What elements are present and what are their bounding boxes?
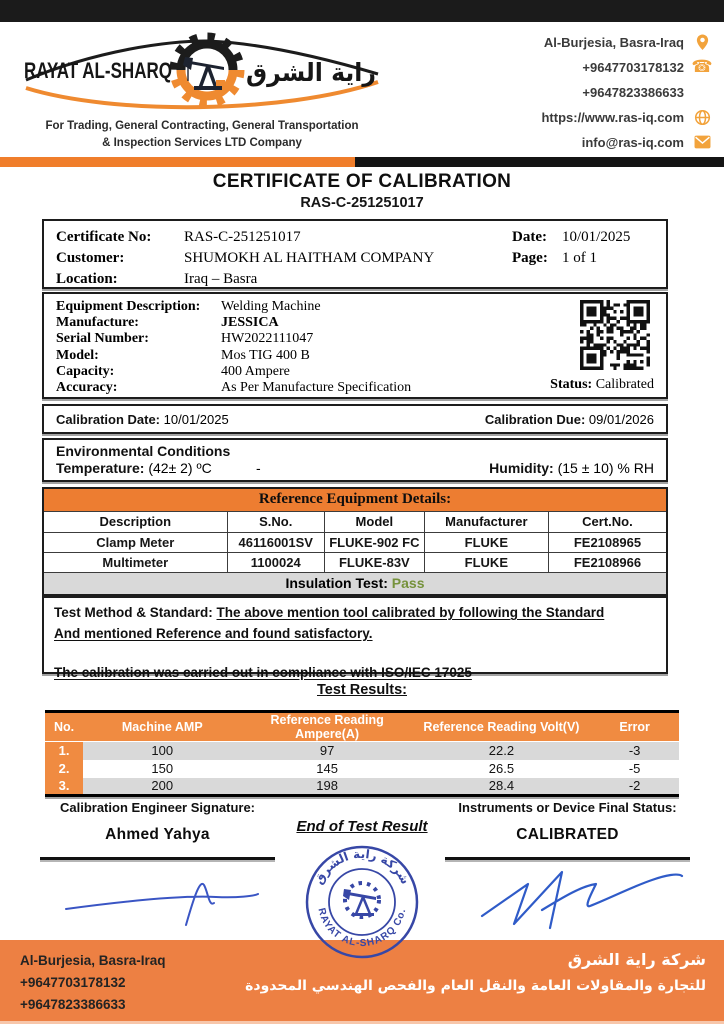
contact-address-text: Al-Burjesia, Basra-Iraq xyxy=(543,34,684,50)
globe-icon xyxy=(692,108,712,126)
stamp-pumpjack-icon xyxy=(343,883,379,917)
model-row xyxy=(56,348,654,364)
phone-icon: ☎ xyxy=(691,56,713,77)
cell: 1. xyxy=(45,742,83,760)
test-method-line3 xyxy=(54,663,656,684)
column-header: No. xyxy=(45,712,83,742)
accuracy-value: As Per Manufacture Specification xyxy=(221,380,412,396)
footer-phone2: +9647823386633 xyxy=(20,997,126,1012)
cell: FLUKE xyxy=(424,552,548,572)
calibration-date-label: Calibration Date: xyxy=(56,411,161,427)
cell: Multimeter xyxy=(43,552,227,572)
company-name-ar: راية الشرق xyxy=(246,58,384,87)
equipment-box xyxy=(42,292,668,399)
equipment-description-row xyxy=(56,299,654,315)
humidity xyxy=(489,460,654,476)
column-header: Reference Reading Volt(V) xyxy=(413,712,591,742)
contact-website xyxy=(541,108,712,126)
qr-code xyxy=(580,300,650,370)
cell: FE2108966 xyxy=(548,552,667,572)
contact-phone1-text: +9647703178132 xyxy=(582,59,684,75)
environmental-values xyxy=(56,460,654,476)
date-row xyxy=(512,227,630,248)
column-header: Manufacturer xyxy=(424,511,548,532)
serial-number-label: Serial Number: xyxy=(56,331,149,347)
company-logo xyxy=(18,24,386,153)
calibration-date-value: 10/01/2025 xyxy=(163,411,229,427)
test-method-text3: The calibration was carried out in compliance with ISO/IEC 17025 xyxy=(54,664,472,680)
calibration-due-label: Calibration Due: xyxy=(484,411,586,427)
contact-email-text: info@ras-iq.com xyxy=(581,134,684,150)
cell: Clamp Meter xyxy=(43,532,227,552)
separator-dash: - xyxy=(256,460,261,476)
page-value: 1 of 1 xyxy=(562,250,597,266)
column-header: S.No. xyxy=(227,511,324,532)
cell: 198 xyxy=(242,778,413,796)
cell: 1100024 xyxy=(227,552,324,572)
footer-address: Al-Burjesia, Basra-Iraq xyxy=(20,953,166,968)
end-of-test-label: End of Test Result xyxy=(296,818,428,835)
model-label: Model: xyxy=(56,347,99,363)
date-value: 10/01/2025 xyxy=(562,229,631,245)
status-label: Status: xyxy=(550,377,593,392)
cell: 100 xyxy=(83,742,242,760)
stamp-text-english: RAYAT AL-SHARQ Co. xyxy=(315,906,409,950)
cell: 150 xyxy=(151,761,174,776)
cell: 46116001SV xyxy=(227,532,324,552)
cell: 3. xyxy=(45,778,83,796)
insulation-test-row xyxy=(43,572,667,595)
signature-line xyxy=(40,857,275,860)
test-method-label: Test Method & Standard: xyxy=(54,605,217,620)
cell: 145 xyxy=(316,761,338,776)
stamp-text-arabic: شركة راية الشرق xyxy=(311,846,413,887)
cell: 28.4 xyxy=(413,778,591,796)
column-header: Error xyxy=(590,712,679,742)
cell: 200 xyxy=(83,778,242,796)
cell: FE2108965 xyxy=(548,532,667,552)
capacity-value: 400 Ampere xyxy=(221,363,290,379)
test-method-text2: And mentioned Reference and found satisfactory. xyxy=(54,625,373,641)
certificate-info-box xyxy=(42,219,668,289)
engineer-name: Ahmed Yahya xyxy=(105,826,210,843)
calibration-due xyxy=(485,412,654,427)
footer-company-desc-ar: للتجارة والمقاولات العامة والنقل العام والفحص الهندسي المحدودة xyxy=(245,978,706,994)
cell: 26.5 xyxy=(488,761,515,776)
humidity-value: (15 ± 10) % RH xyxy=(557,460,654,476)
capacity-label: Capacity: xyxy=(56,363,115,379)
document-title: CERTIFICATE OF CALIBRATION xyxy=(212,171,512,192)
contact-list xyxy=(541,33,712,151)
test-results-heading: Test Results: xyxy=(317,682,407,698)
location-label: Location: xyxy=(56,271,118,287)
location-pin-icon xyxy=(692,33,712,51)
temperature-value: (42± 2) ºC xyxy=(148,460,212,476)
contact-email xyxy=(582,133,712,151)
cell: FLUKE xyxy=(424,532,548,552)
reference-table-header-row xyxy=(43,511,667,532)
final-status-value: CALIBRATED xyxy=(516,826,619,843)
column-header: Cert.No. xyxy=(548,511,667,532)
test-method-line2 xyxy=(54,624,656,645)
cell: -5 xyxy=(628,761,641,776)
column-header: Reference Reading Ampere(A) xyxy=(242,712,413,742)
document-number: RAS-C-251251017 xyxy=(300,195,424,211)
equipment-description-value: Welding Machine xyxy=(221,299,321,314)
cell: -3 xyxy=(590,742,679,760)
cell: -2 xyxy=(590,778,679,796)
insulation-test-cell xyxy=(43,572,667,595)
divider-black-segment xyxy=(355,157,724,167)
cell: FLUKE-902 FC xyxy=(324,532,424,552)
header-divider-bar xyxy=(0,157,724,167)
footer-contact-block xyxy=(20,950,166,1016)
spacer xyxy=(54,645,656,663)
contact-phone2-text: +9647823386633 xyxy=(582,84,684,100)
model-value: Mos TIG 400 B xyxy=(221,347,310,363)
reference-equipment-table xyxy=(42,487,668,596)
page-label: Page: xyxy=(512,250,548,266)
logo-graphic xyxy=(18,24,386,116)
test-results-table xyxy=(45,710,679,797)
contact-website-text: https://www.ras-iq.com xyxy=(541,109,684,125)
final-status-handwritten-signature xyxy=(470,856,690,941)
empty-icon-slot xyxy=(692,83,712,101)
manufacture-row xyxy=(56,315,654,331)
test-method-box xyxy=(42,596,668,680)
final-status-block xyxy=(445,800,690,860)
top-black-bar xyxy=(0,0,724,22)
svg-text:شركة راية الشرق xyxy=(311,847,412,887)
manufacture-value: JESSICA xyxy=(221,315,279,331)
customer-value: SHUMOKH AL HAITHAM COMPANY xyxy=(184,250,435,266)
column-header: Model xyxy=(324,511,424,532)
divider-orange-segment xyxy=(0,157,355,167)
column-header: Machine AMP xyxy=(83,712,242,742)
table-row xyxy=(43,552,667,572)
calibration-due-value: 09/01/2026 xyxy=(588,411,654,427)
insulation-test-result: Pass xyxy=(391,575,425,592)
date-label: Date: xyxy=(512,229,547,245)
tagline-line2: & Inspection Services LTD Company xyxy=(102,137,302,150)
insulation-test-label: Insulation Test: xyxy=(285,575,388,592)
humidity-label: Humidity: xyxy=(489,460,554,476)
status-value: Calibrated xyxy=(595,377,654,392)
certificate-date-page xyxy=(512,227,630,269)
engineer-signature-block xyxy=(40,800,275,860)
certificate-no-label: Certificate No: xyxy=(56,229,152,245)
accuracy-label: Accuracy: xyxy=(56,380,118,396)
status-line xyxy=(550,377,654,393)
manufacture-label: Manufacture: xyxy=(56,315,139,331)
cell: 2. xyxy=(45,760,83,778)
contact-phone1 xyxy=(582,58,712,76)
serial-number-value: HW2022111047 xyxy=(221,331,314,347)
cell: 22.2 xyxy=(413,742,591,760)
equipment-description-label: Equipment Description: xyxy=(56,299,201,314)
table-row xyxy=(45,778,679,796)
temperature-label: Temperature: xyxy=(56,460,145,476)
page-row xyxy=(512,248,630,269)
company-name-en: RAYAT AL-SHARQ xyxy=(24,58,172,83)
temperature xyxy=(56,460,256,476)
contact-phone2 xyxy=(582,83,712,101)
engineer-handwritten-signature xyxy=(58,865,268,935)
location-row xyxy=(56,269,654,290)
test-method-text1: The above mention tool calibrated by following the Standard xyxy=(216,605,605,620)
results-header-row xyxy=(45,712,679,742)
engineer-signature-label: Calibration Engineer Signature: xyxy=(59,800,256,815)
final-status-label: Instruments or Device Final Status: xyxy=(458,800,677,815)
calibration-date xyxy=(56,412,229,427)
contact-address xyxy=(544,33,712,51)
company-stamp xyxy=(300,840,424,964)
serial-number-row xyxy=(56,331,654,347)
table-row xyxy=(45,760,679,778)
footer-company-name-ar: شركة راية الشرق xyxy=(567,950,706,969)
table-row xyxy=(43,532,667,552)
company-tagline xyxy=(18,118,386,153)
test-method-line1 xyxy=(54,603,656,624)
cell: FLUKE-83V xyxy=(324,552,424,572)
table-row xyxy=(45,742,679,760)
location-value: Iraq – Basra xyxy=(184,271,258,287)
cell: 97 xyxy=(242,742,413,760)
certificate-no-value: RAS-C-251251017 xyxy=(184,229,301,245)
environmental-heading: Environmental Conditions xyxy=(56,443,231,459)
column-header: Description xyxy=(43,511,227,532)
footer-phone1: +9647703178132 xyxy=(20,975,126,990)
tagline-line1: For Trading, General Contracting, General Transportation xyxy=(45,120,359,132)
reference-table-title: Reference Equipment Details: xyxy=(43,488,667,511)
customer-label: Customer: xyxy=(56,250,125,266)
email-icon xyxy=(692,133,712,151)
calibration-dates-box xyxy=(42,404,668,434)
environmental-conditions-box xyxy=(42,438,668,482)
